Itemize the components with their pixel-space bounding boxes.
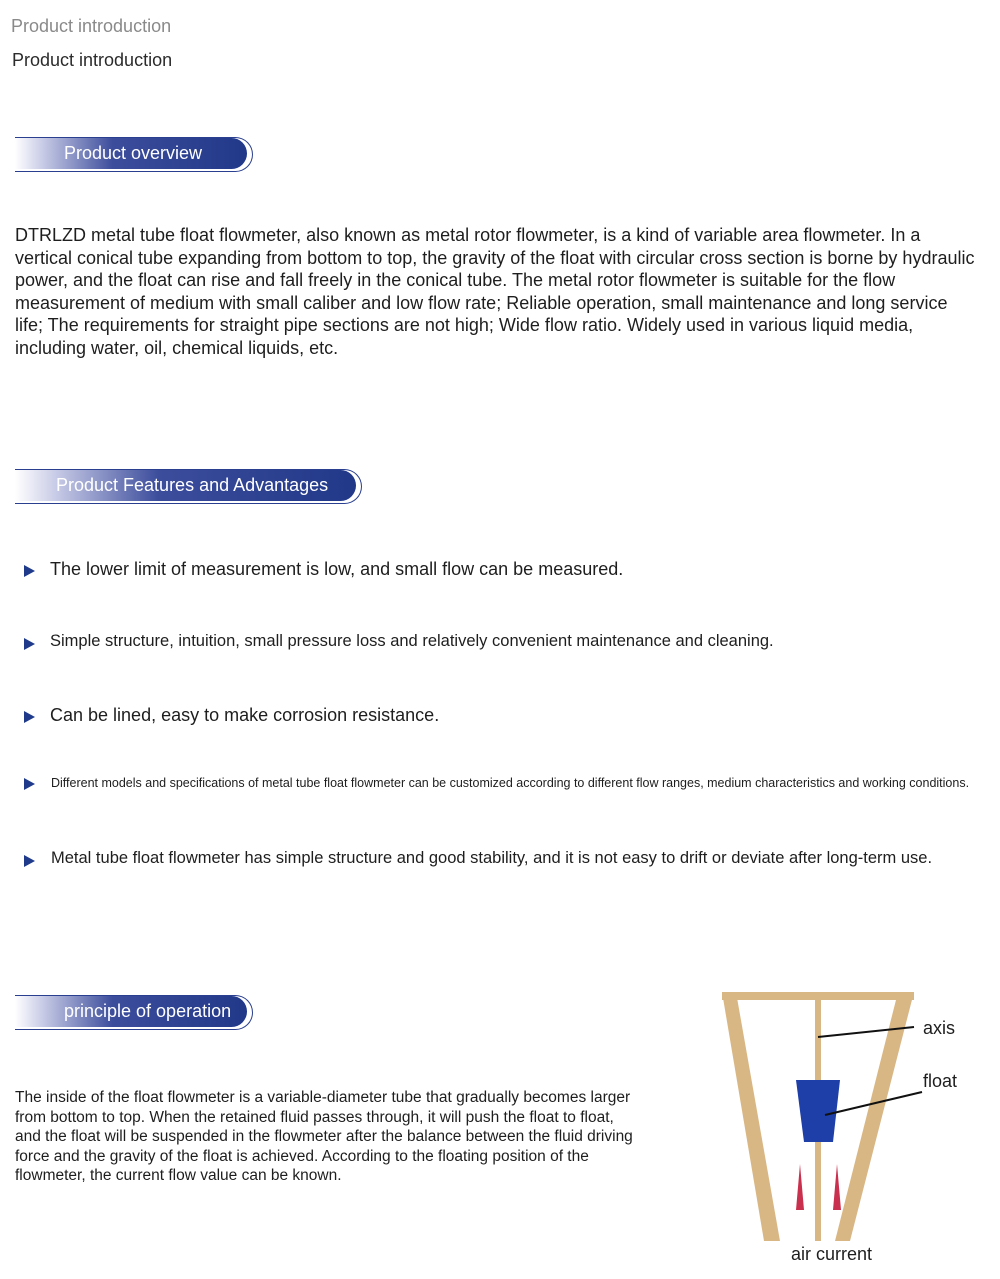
header-faint-title: Product introduction — [11, 16, 172, 36]
float-shape — [796, 1080, 840, 1142]
features-heading — [15, 470, 356, 501]
page-title: Product introduction — [12, 50, 173, 70]
overview-heading — [15, 138, 247, 169]
flowmeter-diagram — [700, 980, 1000, 1270]
list-item — [24, 776, 979, 791]
feature-text: Metal tube float flowmeter has simple structure and good stability, and it is not easy to drift or deviate after long-term use. — [51, 849, 933, 867]
overview-heading-label: Product overview — [64, 143, 203, 163]
triangle-bullet-icon — [24, 565, 35, 577]
tube-top-cap — [722, 992, 914, 1000]
list-item — [24, 849, 932, 868]
principle-heading — [15, 996, 247, 1027]
features-heading-label: Product Features and Advantages — [56, 475, 329, 495]
feature-text: The lower limit of measurement is low, and small flow can be measured. — [50, 559, 624, 579]
air-current-arrow-left — [796, 1164, 804, 1210]
triangle-bullet-icon — [24, 711, 35, 723]
principle-heading-label: principle of operation — [64, 1001, 232, 1021]
principle-text: The inside of the float flowmeter is a variable-diameter tube that gradually becomes larger from bottom to top. When the retained fluid passes through, it will push the float to float, and the float will be suspended in the flowmeter after the balance between the fluid driving force and the gravity of the float is achieved. According to the floating position of the flowmeter, the current flow value can be known. — [15, 1089, 633, 1185]
feature-text: Different models and specifications of metal tube float flowmeter can be customized according to different flow ranges, medium characteristics and working conditions. — [51, 776, 970, 790]
overview-text: DTRLZD metal tube float flowmeter, also known as metal rotor flowmeter, is a kind of variable area flowmeter. In a vertical conical tube expanding from bottom to top, the gravity of the float with circular cross section is borne by hydraulic power, and the float can rise and fall freely in the conical tube. The metal rotor flowmeter is suitable for the flow measurement of medium with small caliber and low flow rate; Reliable operation, small maintenance and long service life; The requirements for straight pipe sections are not high; Wide flow ratio. Widely used in various liquid media, including water, oil, chemical liquids, etc. — [15, 225, 975, 358]
feature-text: Can be lined, easy to make corrosion resistance. — [50, 705, 440, 725]
tube-left-wall — [722, 992, 780, 1241]
float-label: float — [923, 1071, 958, 1091]
list-item — [24, 705, 439, 726]
triangle-bullet-icon — [24, 778, 35, 790]
triangle-bullet-icon — [24, 855, 35, 867]
air-current-arrow-right — [833, 1164, 841, 1210]
axis-label: axis — [923, 1018, 956, 1038]
tube-right-wall — [835, 992, 914, 1241]
list-item — [24, 632, 774, 651]
list-item — [24, 559, 623, 580]
air-current-label: air current — [791, 1244, 873, 1264]
feature-text: Simple structure, intuition, small pressure loss and relatively convenient maintenance and cleaning. — [50, 632, 774, 650]
triangle-bullet-icon — [24, 638, 35, 650]
